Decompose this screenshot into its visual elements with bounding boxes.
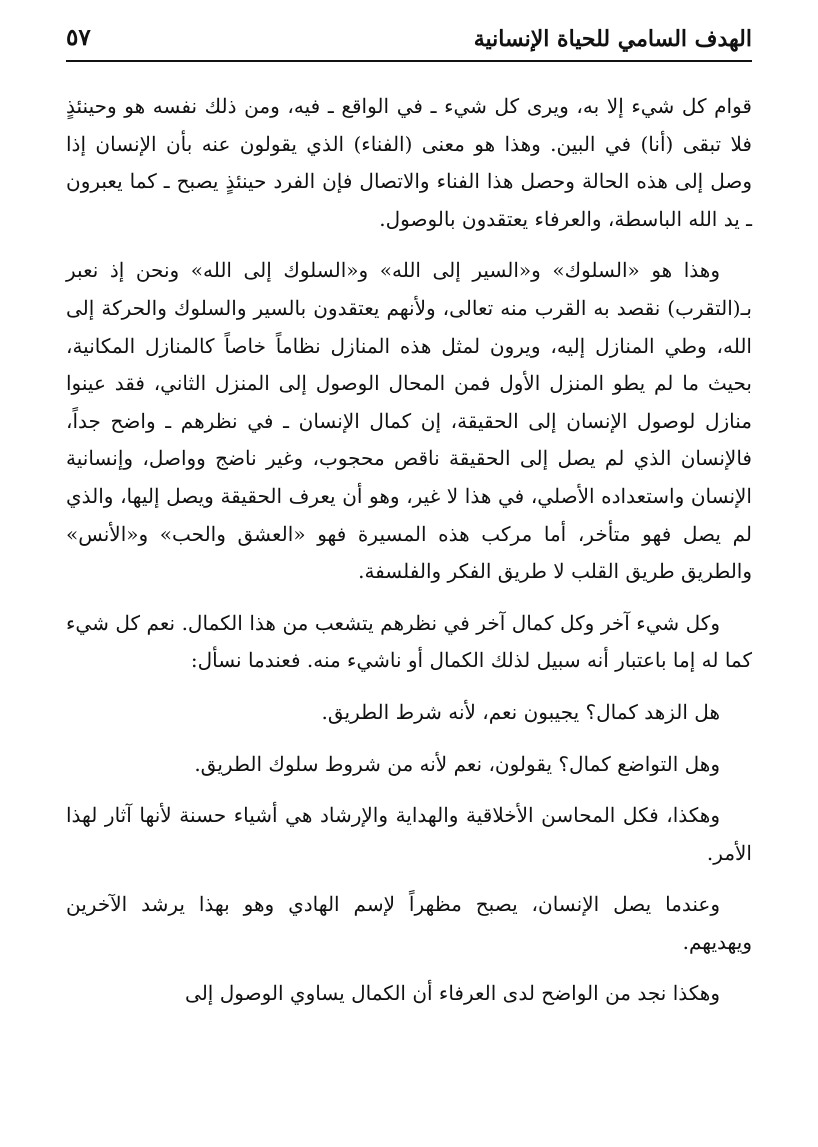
paragraph: وعندما يصل الإنسان، يصبح مظهراً لإسم الهادي وهو بهذا يرشد الآخرين ويهديهم. (66, 892, 752, 954)
body-text (66, 88, 752, 1027)
question-line: هل الزهد كمال؟ يجيبون نعم، لأنه شرط الطريق. (321, 699, 720, 724)
page-header (66, 22, 752, 62)
running-title: الهدف السامي للحياة الإنسانية (473, 26, 752, 52)
paragraph: وهذا هو «السلوك» و«السير إلى الله» و«السلوك إلى الله» ونحن إذ نعبر بـ(التقرب) نقصد به القرب منه تعالى، ولأنهم يعتقدون بالسير والسلوك والحركة إلى الله، وطي المنازل إليه، ويرون لمثل هذه المنازل نظاماً خاصاً كالمنازل المكانية، بحيث ما لم يطو المنزل الأول فمن المحال الوصول إلى المنزل الثاني، فقد عينوا منازل لوصول الإنسان إلى الحقيقة، إن كمال الإنسان ـ في نظرهم ـ واضح جداً، فالإنسان الذي لم يصل إلى الحقيقة ناقص محجوب، وغير ناضج وواصل، وإنسانية الإنسان واستعداده الأصلي، في هذا لا غير، وهو أن يعرف الحقيقة ويصل إليها، والذي لم يصل فهو متأخر، أما مركب هذه المسيرة فهو «العشق والحب» و«الأنس» والطريق طريق القلب لا طريق الفكر والفلسفة. (66, 258, 753, 584)
question-line: وهل التواضع كمال؟ يقولون، نعم لأنه من شروط سلوك الطريق. (194, 751, 720, 776)
paragraph: وهكذا نجد من الواضح لدى العرفاء أن الكمال يساوي الوصول إلى (185, 981, 720, 1006)
paragraph: وكل شيء آخر وكل كمال آخر في نظرهم يتشعب من هذا الكمال. نعم كل شيء كما له إما باعتبار أنه سبيل لذلك الكمال أو ناشيء منه. فعندما نسأل: (66, 610, 752, 673)
paragraph: قوام كل شيء إلا به، ويرى كل شيء ـ في الواقع ـ فيه، ومن ذلك نفسه هو وحينئذٍ فلا تبقى (أنا) في البين. وهذا هو معنى (الفناء) الذي يقولون عنه بأن الإنسان إذا وصل إلى هذه الحالة وحصل هذا الفناء والاتصال فإن الفرد حينئذٍ يصبح ـ كما يعبرون ـ يد الله الباسطة، والعرفاء يعتقدون بالوصول. (66, 94, 752, 231)
paragraph: وهكذا، فكل المحاسن الأخلاقية والهداية والإرشاد هي أشياء حسنة لأنها آثار لهذا الأمر. (66, 803, 752, 865)
page-number: ٥٧ (66, 24, 91, 51)
